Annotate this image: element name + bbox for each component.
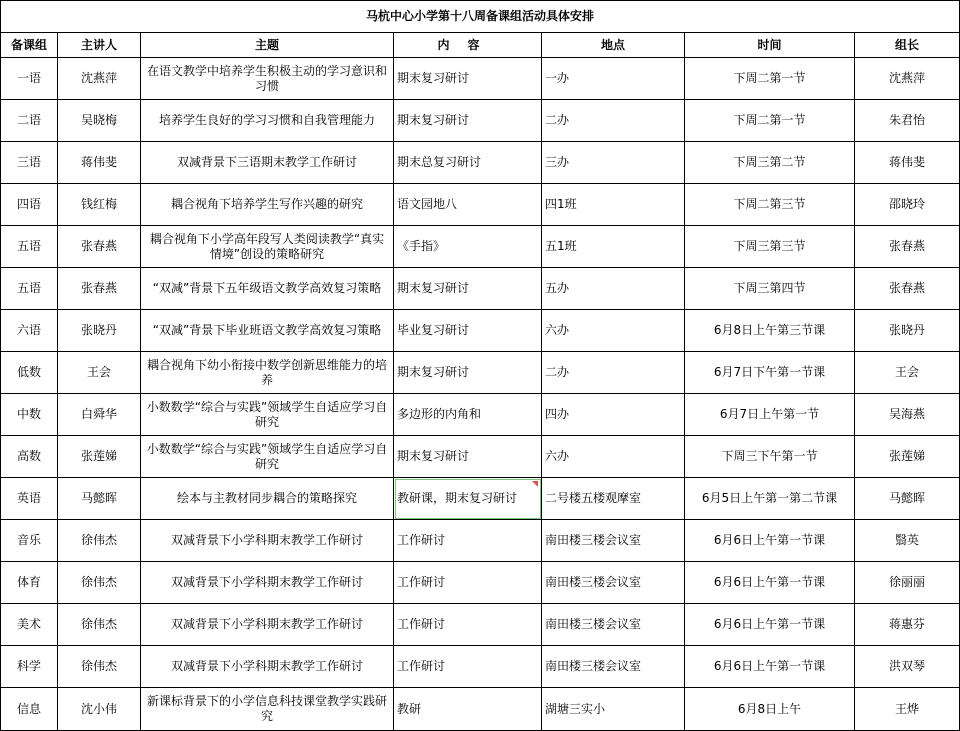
cell-time[interactable]: 6月8日上午第三节课	[685, 310, 855, 352]
header-leader[interactable]: 组长	[855, 33, 960, 58]
cell-location[interactable]: 南田楼三楼会议室	[542, 646, 685, 688]
header-content[interactable]: 内容	[394, 33, 542, 58]
cell-speaker[interactable]: 钱红梅	[58, 184, 141, 226]
cell-group[interactable]: 五语	[1, 268, 58, 310]
sheet-title[interactable]: 马杭中心小学第十八周备课组活动具体安排	[1, 1, 960, 33]
cell-group[interactable]: 三语	[1, 142, 58, 184]
cell-topic[interactable]: 耦合视角下幼小衔接中数学创新思维能力的培养	[141, 352, 394, 394]
table-row	[1, 604, 960, 646]
cell-location[interactable]: 四1班	[542, 184, 685, 226]
header-speaker[interactable]: 主讲人	[58, 33, 141, 58]
cell-content[interactable]: 期末复习研讨	[394, 268, 542, 310]
cell-leader[interactable]: 张晓丹	[855, 310, 960, 352]
cell-speaker[interactable]: 沈小伟	[58, 688, 141, 731]
cell-content[interactable]: 《手指》	[394, 226, 542, 268]
cell-topic[interactable]: 双减背景下小学科期末教学工作研讨	[141, 646, 394, 688]
table-row	[1, 310, 960, 352]
cell-location[interactable]: 六办	[542, 310, 685, 352]
cell-topic[interactable]: “双减”背景下毕业班语文教学高效复习策略	[141, 310, 394, 352]
cell-time[interactable]: 下周三第三节	[685, 226, 855, 268]
cell-location[interactable]: 湖塘三实小	[542, 688, 685, 731]
cell-topic[interactable]: 双减背景下小学科期末教学工作研讨	[141, 520, 394, 562]
cell-group[interactable]: 中数	[1, 394, 58, 436]
table-row	[1, 100, 960, 142]
cell-speaker[interactable]: 徐伟杰	[58, 562, 141, 604]
cell-location[interactable]: 三办	[542, 142, 685, 184]
cell-leader[interactable]: 洪双琴	[855, 646, 960, 688]
cell-time[interactable]: 6月6日上午第一节课	[685, 646, 855, 688]
cell-topic[interactable]: 在语文教学中培养学生积极主动的学习意识和习惯	[141, 58, 394, 100]
cell-content[interactable]: 多边形的内角和	[394, 394, 542, 436]
cell-location[interactable]: 六办	[542, 436, 685, 478]
table-row	[1, 646, 960, 688]
cell-location[interactable]: 南田楼三楼会议室	[542, 562, 685, 604]
cell-content[interactable]: 期末总复习研讨	[394, 142, 542, 184]
cell-time[interactable]: 6月8日上午	[685, 688, 855, 731]
header-time[interactable]: 时间	[685, 33, 855, 58]
cell-topic[interactable]: 双减背景下小学科期末教学工作研讨	[141, 604, 394, 646]
table-row	[1, 562, 960, 604]
cell-location[interactable]: 南田楼三楼会议室	[542, 520, 685, 562]
cell-topic[interactable]: 培养学生良好的学习习惯和自我管理能力	[141, 100, 394, 142]
cell-content[interactable]: 工作研讨	[394, 562, 542, 604]
cell-topic[interactable]: 小数数学“综合与实践”领域学生自适应学习自研究	[141, 394, 394, 436]
cell-time[interactable]: 6月6日上午第一节课	[685, 520, 855, 562]
cell-speaker[interactable]: 蒋伟斐	[58, 142, 141, 184]
table-row	[1, 394, 960, 436]
cell-topic[interactable]: “双减”背景下五年级语文教学高效复习策略	[141, 268, 394, 310]
cell-group[interactable]: 二语	[1, 100, 58, 142]
cell-time[interactable]: 下周二第一节	[685, 58, 855, 100]
cell-time[interactable]: 下周三下午第一节	[685, 436, 855, 478]
cell-time[interactable]: 6月7日下午第一节课	[685, 352, 855, 394]
cell-time[interactable]: 下周三第四节	[685, 268, 855, 310]
cell-group[interactable]: 体育	[1, 562, 58, 604]
cell-leader[interactable]: 蒋惠芬	[855, 604, 960, 646]
cell-topic[interactable]: 新课标背景下的小学信息科技课堂教学实践研究	[141, 688, 394, 731]
cell-speaker[interactable]: 徐伟杰	[58, 520, 141, 562]
cell-location[interactable]: 五1班	[542, 226, 685, 268]
cell-topic[interactable]: 绘本与主教材同步耦合的策略探究	[141, 478, 394, 520]
cell-leader[interactable]: 王会	[855, 352, 960, 394]
cell-location[interactable]: 南田楼三楼会议室	[542, 604, 685, 646]
cell-speaker[interactable]: 白舜华	[58, 394, 141, 436]
header-group[interactable]: 备课组	[1, 33, 58, 58]
cell-content[interactable]: 期末复习研讨	[394, 58, 542, 100]
table-row	[1, 478, 960, 520]
cell-group[interactable]: 高数	[1, 436, 58, 478]
cell-location[interactable]: 一办	[542, 58, 685, 100]
table-row	[1, 268, 960, 310]
cell-time[interactable]: 下周三第二节	[685, 142, 855, 184]
cell-speaker[interactable]: 马懿晖	[58, 478, 141, 520]
cell-leader[interactable]: 邵晓玲	[855, 184, 960, 226]
cell-content[interactable]: 期末复习研讨	[394, 352, 542, 394]
table-row	[1, 352, 960, 394]
header-topic[interactable]: 主题	[141, 33, 394, 58]
cell-time[interactable]: 下周二第一节	[685, 100, 855, 142]
cell-content[interactable]: 教研	[394, 688, 542, 731]
cell-content[interactable]: 工作研讨	[394, 604, 542, 646]
cell-time[interactable]: 下周二第三节	[685, 184, 855, 226]
cell-leader[interactable]: 吴海燕	[855, 394, 960, 436]
cell-group[interactable]: 信息	[1, 688, 58, 731]
cell-time[interactable]: 6月7日上午第一节	[685, 394, 855, 436]
cell-content[interactable]: 期末复习研讨	[394, 436, 542, 478]
header-row	[1, 33, 960, 58]
cell-speaker[interactable]: 吴晓梅	[58, 100, 141, 142]
cell-speaker[interactable]: 徐伟杰	[58, 646, 141, 688]
cell-group[interactable]: 一语	[1, 58, 58, 100]
cell-speaker[interactable]: 王会	[58, 352, 141, 394]
cell-leader[interactable]: 沈燕萍	[855, 58, 960, 100]
cell-leader[interactable]: 张春燕	[855, 268, 960, 310]
table-row	[1, 184, 960, 226]
cell-leader[interactable]: 马懿晖	[855, 478, 960, 520]
cell-group[interactable]: 英语	[1, 478, 58, 520]
cell-location[interactable]: 二号楼五楼观摩室	[542, 478, 685, 520]
table-row	[1, 226, 960, 268]
cell-location[interactable]: 四办	[542, 394, 685, 436]
cell-group[interactable]: 低数	[1, 352, 58, 394]
cell-leader[interactable]: 张春燕	[855, 226, 960, 268]
comment-marker-icon[interactable]	[532, 481, 538, 487]
cell-content[interactable]: 语文园地八	[394, 184, 542, 226]
cell-group[interactable]: 六语	[1, 310, 58, 352]
cell-speaker[interactable]: 徐伟杰	[58, 604, 141, 646]
table-row	[1, 142, 960, 184]
cell-topic[interactable]: 小数数学“综合与实践”领域学生自适应学习自研究	[141, 436, 394, 478]
cell-topic[interactable]: 耦合视角下培养学生写作兴趣的研究	[141, 184, 394, 226]
cell-location[interactable]: 五办	[542, 268, 685, 310]
table-row	[1, 520, 960, 562]
cell-speaker[interactable]: 张春燕	[58, 268, 141, 310]
cell-speaker[interactable]: 张晓丹	[58, 310, 141, 352]
cell-speaker[interactable]: 沈燕萍	[58, 58, 141, 100]
cell-topic[interactable]: 耦合视角下小学高年段写人类阅读教学“真实情境”创设的策略研究	[141, 226, 394, 268]
cell-group[interactable]: 四语	[1, 184, 58, 226]
cell-content[interactable]: 工作研讨	[394, 646, 542, 688]
cell-leader[interactable]: 蒋伟斐	[855, 142, 960, 184]
cell-leader[interactable]: 朱君怡	[855, 100, 960, 142]
cell-group[interactable]: 科学	[1, 646, 58, 688]
title-row	[1, 1, 960, 33]
cell-time[interactable]: 6月5日上午第一第二节课	[685, 478, 855, 520]
cell-content-selected[interactable]: 教研课，期末复习研讨	[394, 478, 542, 520]
cell-speaker[interactable]: 张春燕	[58, 226, 141, 268]
cell-topic[interactable]: 双减背景下三语期末教学工作研讨	[141, 142, 394, 184]
cell-leader[interactable]: 翳英	[855, 520, 960, 562]
cell-group[interactable]: 音乐	[1, 520, 58, 562]
cell-leader[interactable]: 张莲娣	[855, 436, 960, 478]
table-row	[1, 436, 960, 478]
cell-speaker[interactable]: 张莲娣	[58, 436, 141, 478]
cell-content[interactable]: 毕业复习研讨	[394, 310, 542, 352]
cell-leader[interactable]: 王烨	[855, 688, 960, 731]
cell-leader[interactable]: 徐丽丽	[855, 562, 960, 604]
cell-content[interactable]: 工作研讨	[394, 520, 542, 562]
cell-content[interactable]: 期末复习研讨	[394, 100, 542, 142]
table-row	[1, 58, 960, 100]
table-row	[1, 688, 960, 731]
cell-location[interactable]: 二办	[542, 352, 685, 394]
cell-group[interactable]: 五语	[1, 226, 58, 268]
cell-time[interactable]: 6月6日上午第一节课	[685, 562, 855, 604]
cell-topic[interactable]: 双减背景下小学科期末教学工作研讨	[141, 562, 394, 604]
cell-location[interactable]: 二办	[542, 100, 685, 142]
cell-group[interactable]: 美术	[1, 604, 58, 646]
cell-time[interactable]: 6月6日上午第一节课	[685, 604, 855, 646]
header-location[interactable]: 地点	[542, 33, 685, 58]
